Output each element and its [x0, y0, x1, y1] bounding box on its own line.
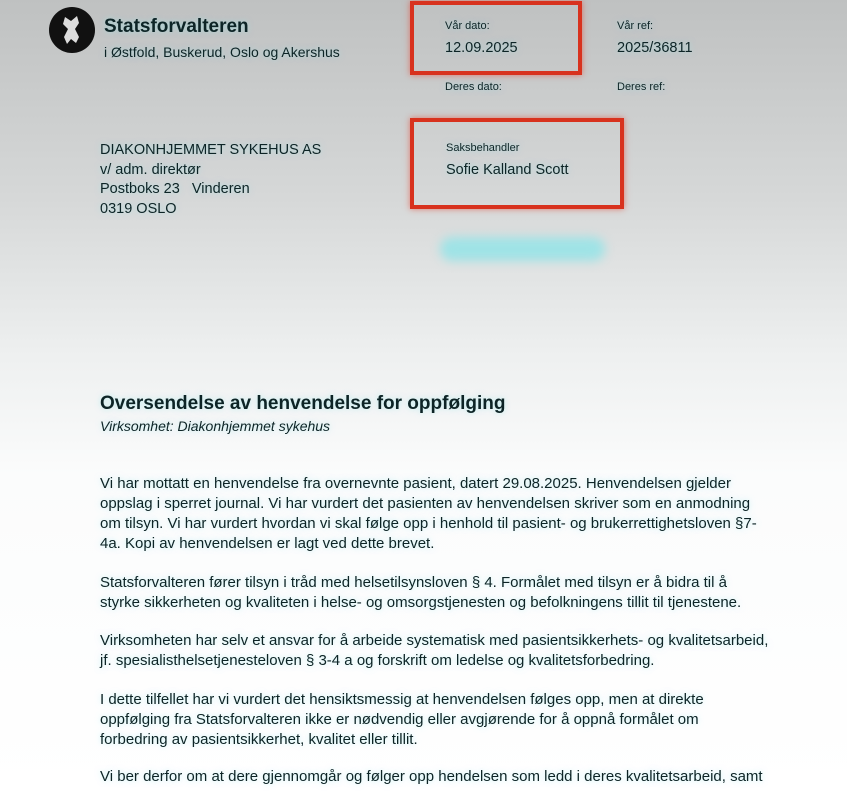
text-line: forbedring av pasientsikkerhet, kvalitet eller tillit. [100, 731, 418, 748]
deres-ref-label: Deres ref: [617, 81, 666, 93]
text-line: Statsforvalteren fører tilsyn i tråd med helsetilsynsloven § 4. Formålet med tilsyn er å bidra til å [100, 574, 727, 591]
paragraph [100, 690, 704, 750]
text-line: 4a. Kopi av henvendelsen er lagt ved dette brevet. [100, 535, 435, 552]
recipient-line: DIAKONHJEMMET SYKEHUS AS [100, 142, 322, 158]
saksbehandler-label: Saksbehandler [446, 142, 520, 154]
text-line: styrke sikkerheten og kvaliteten i helse- og omsorgstjenesten og befolkningens tillit til tjenestene. [100, 594, 742, 611]
text-line: I dette tilfellet har vi vurdert det hensiktsmessig at henvendelsen følges opp, men at direkte [100, 691, 704, 708]
org-name: Statsforvalteren [104, 16, 249, 37]
var-dato: 12.09.2025 [445, 40, 518, 56]
paragraph [100, 474, 757, 554]
text-line: jf. spesialisthelsetjenesteloven § 3-4 a og forskrift om ledelse og kvalitetsforbedring. [100, 652, 655, 669]
text-line: oppslag i sperret journal. Vi har vurdert det pasienten av henvendelsen skriver som en anmodning [100, 495, 751, 512]
paragraph [100, 631, 768, 671]
paragraph [100, 767, 763, 787]
text-line: Virksomheten har selv et ansvar for å arbeide systematisk med pasientsikkerhets- og kvalitetsarbeid, [100, 632, 769, 649]
text-line: Vi har mottatt en henvendelse fra overnevnte pasient, datert 29.08.2025. Henvendelsen gjelder [100, 475, 731, 492]
text-line: Vi ber derfor om at dere gjennomgår og følger opp hendelsen som ledd i deres kvalitetsarbeid, samt [100, 768, 763, 785]
var-dato-label: Vår dato: [445, 20, 490, 32]
recipient-line: 0319 OSLO [100, 201, 177, 217]
text-line: om tilsyn. Vi har vurdert hvordan vi skal følge opp i henhold til pasient- og brukerrettighetsloven §7- [100, 515, 757, 532]
deres-dato-label: Deres dato: [445, 81, 502, 93]
letter-title: Oversendelse av henvendelse for oppfølging [100, 393, 506, 414]
text-line: oppfølging fra Statsforvalteren ikke er nødvendig eller avgjørende for å oppnå formålet om [100, 711, 699, 728]
paragraph [100, 573, 741, 613]
org-region: i Østfold, Buskerud, Oslo og Akershus [104, 44, 340, 60]
letter-subtitle: Virksomhet: Diakonhjemmet sykehus [100, 418, 331, 434]
coat-of-arms-logo [49, 7, 95, 53]
var-ref: 2025/36811 [617, 40, 693, 56]
recipient-line: v/ adm. direktør [100, 162, 201, 178]
var-ref-label: Vår ref: [617, 20, 654, 32]
redacted-area [440, 237, 605, 261]
recipient-line: Postboks 23 Vinderen [100, 181, 250, 197]
highlight-box-date [410, 1, 582, 75]
saksbehandler-name: Sofie Kalland Scott [446, 162, 569, 178]
